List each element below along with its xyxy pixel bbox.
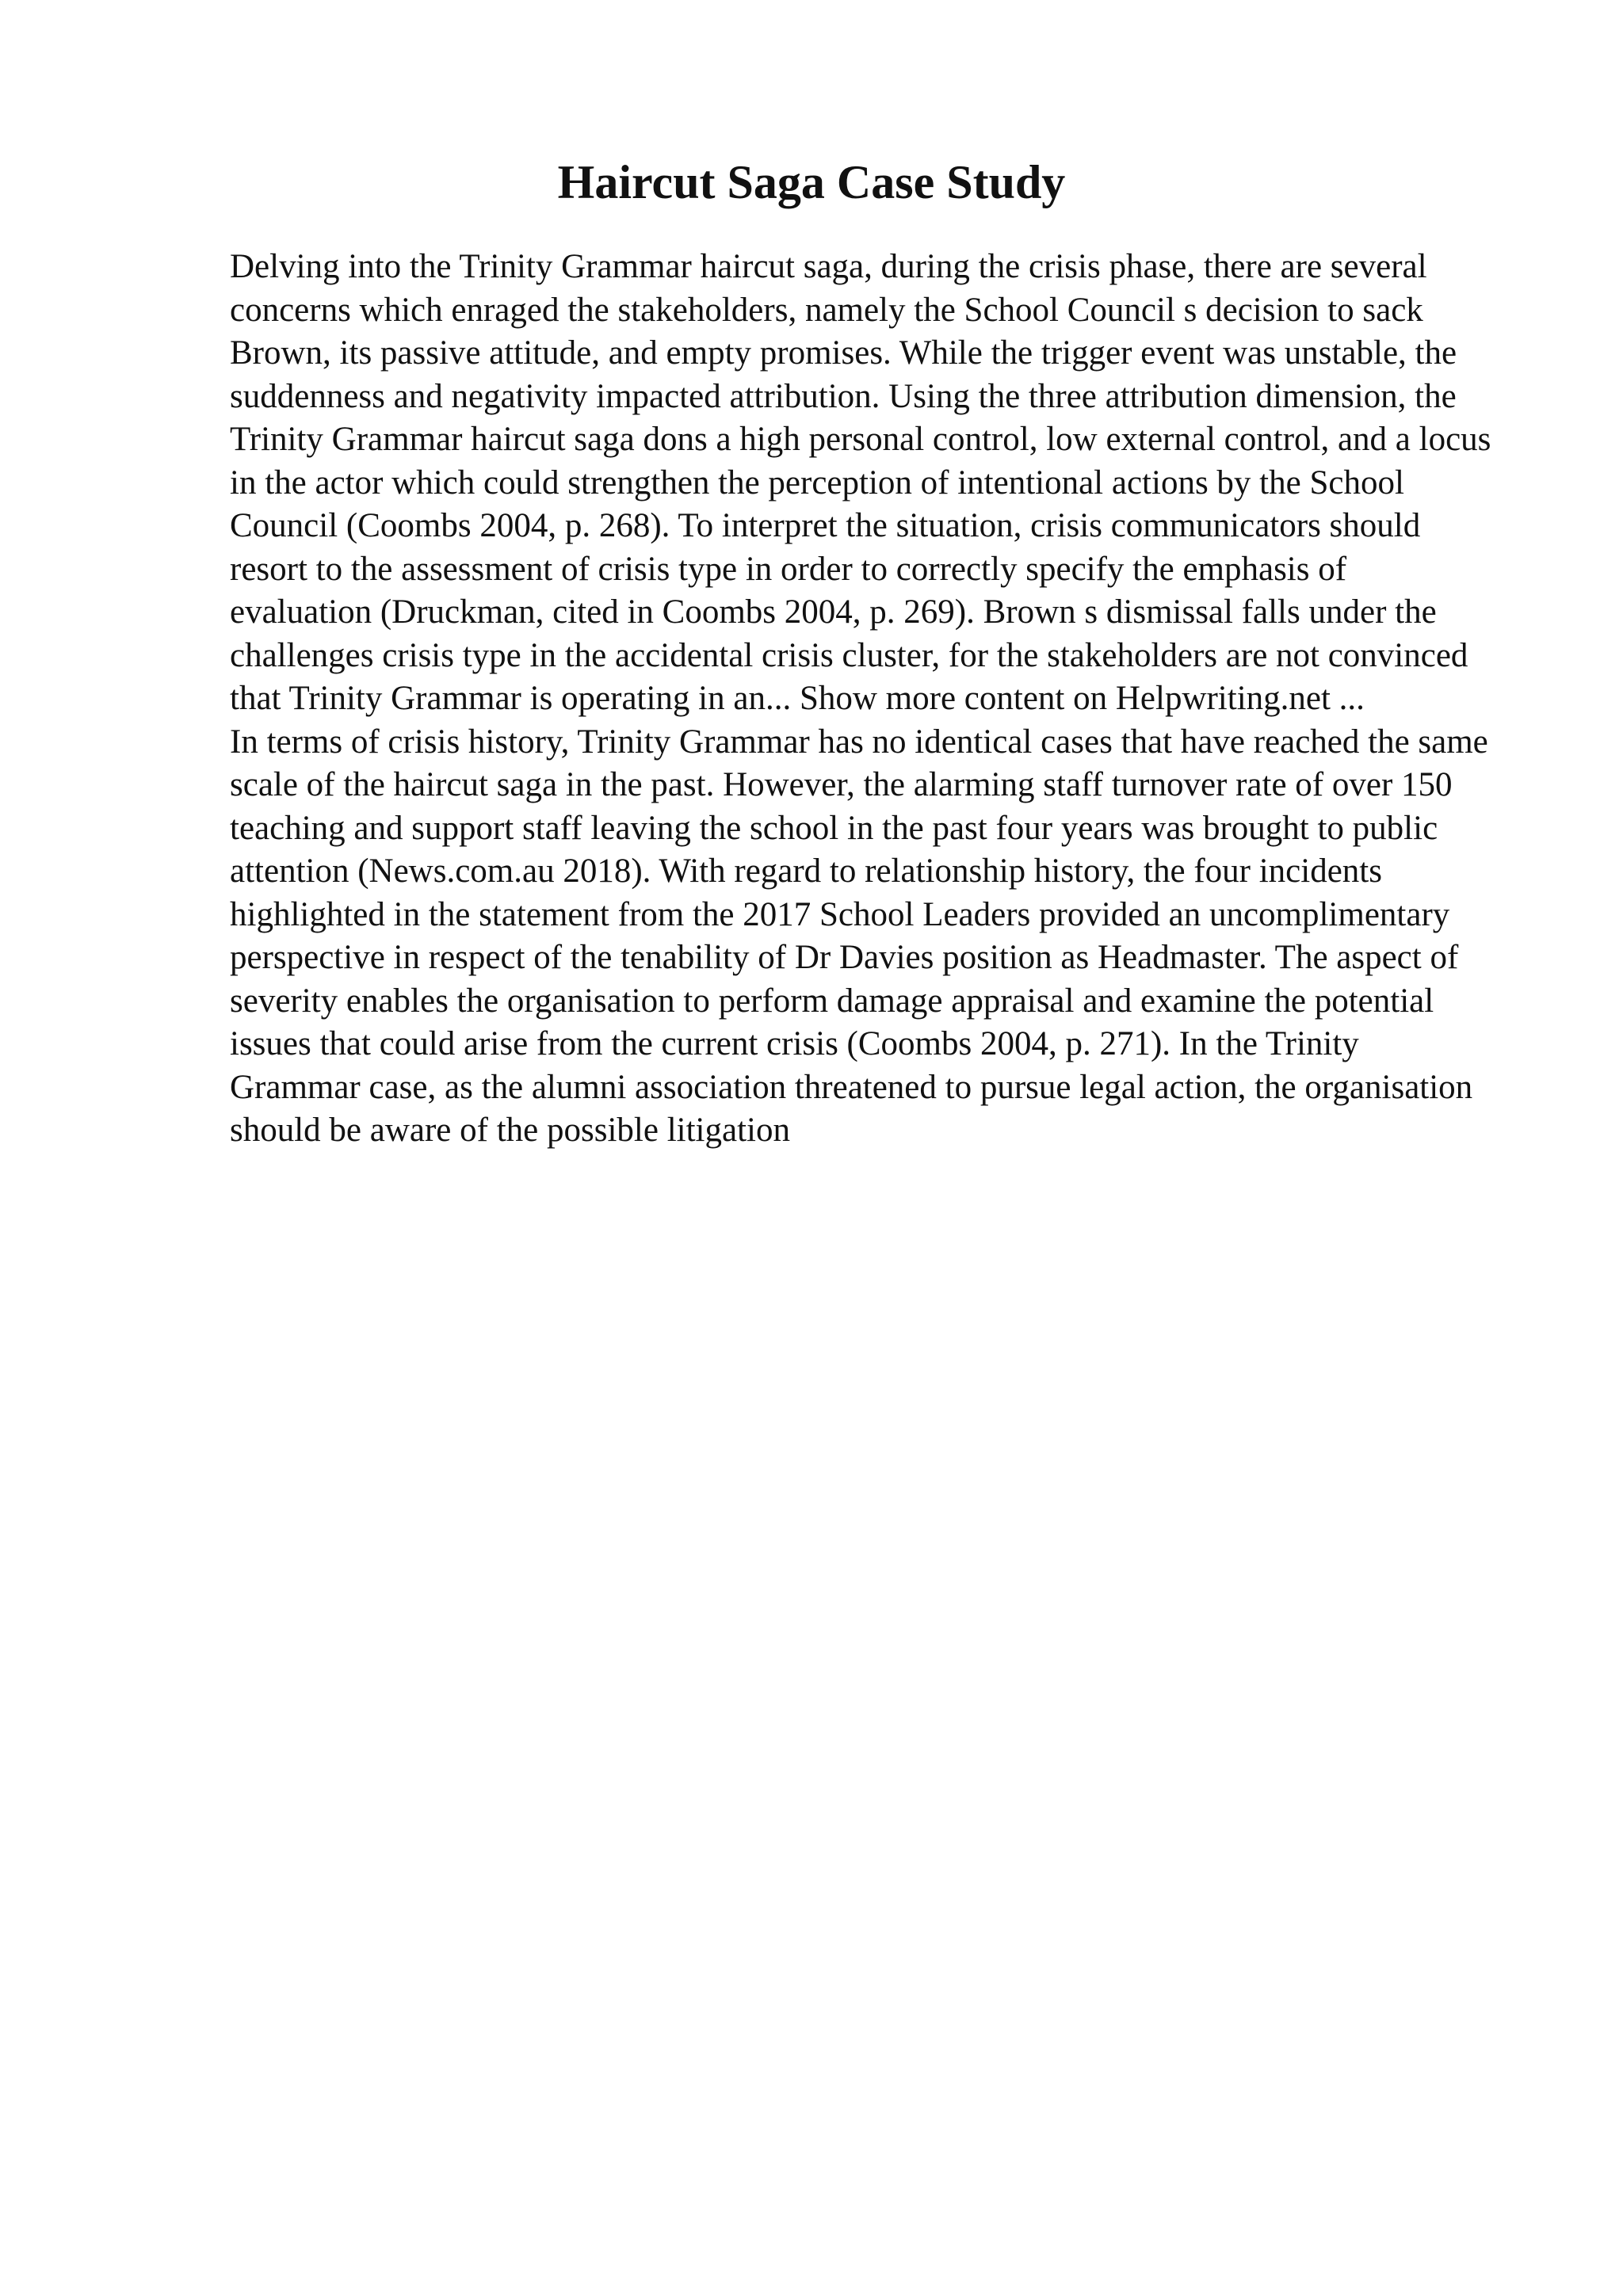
paragraph-crisis-phase: Delving into the Trinity Grammar haircut saga, during the crisis phase, there are several concerns which enraged the stakeholders, namely the School Council s decision to sack Brown, its passive attitude, and empty promises. While the trigger event was unstable, the suddenness and negativity impacted attribution. Using the three attribution dimension, the Trinity Grammar haircut saga dons a high personal control, low external control, and a locus in the actor which could strengthen the perception of intentional actions by the School Council (Coombs 2004, p. 268). To interpret the situation, crisis communicators should resort to the assessment of crisis type in order to correctly specify the emphasis of evaluation (Druckman, cited in Coombs 2004, p. 269). Brown s dismissal falls under the challenges crisis type in the accidental crisis cluster, for the stakeholders are not convinced that Trinity Grammar is operating in an... Show more content on Helpwriting.net ... [230, 248, 1491, 717]
document-body [230, 246, 1494, 1153]
document-title: Haircut Saga Case Study [557, 156, 1066, 208]
paragraph-crisis-history: In terms of crisis history, Trinity Grammar has no identical cases that have reached the same scale of the haircut saga in the past. However, the alarming staff turnover rate of over 150 teaching and support staff leaving the school in the past four years was brought to public attention (News.com.au 2018). With regard to relationship history, the four incidents highlighted in the statement from the 2017 School Leaders provided an uncomplimentary perspective in respect of the tenability of Dr Davies position as Headmaster. The aspect of severity enables the organisation to perform damage appraisal and examine the potential issues that could arise from the current crisis (Coombs 2004, p. 271). In the Trinity Grammar case, as the alumni association threatened to pursue legal action, the organisation should be aware of the possible litigation [230, 723, 1488, 1149]
